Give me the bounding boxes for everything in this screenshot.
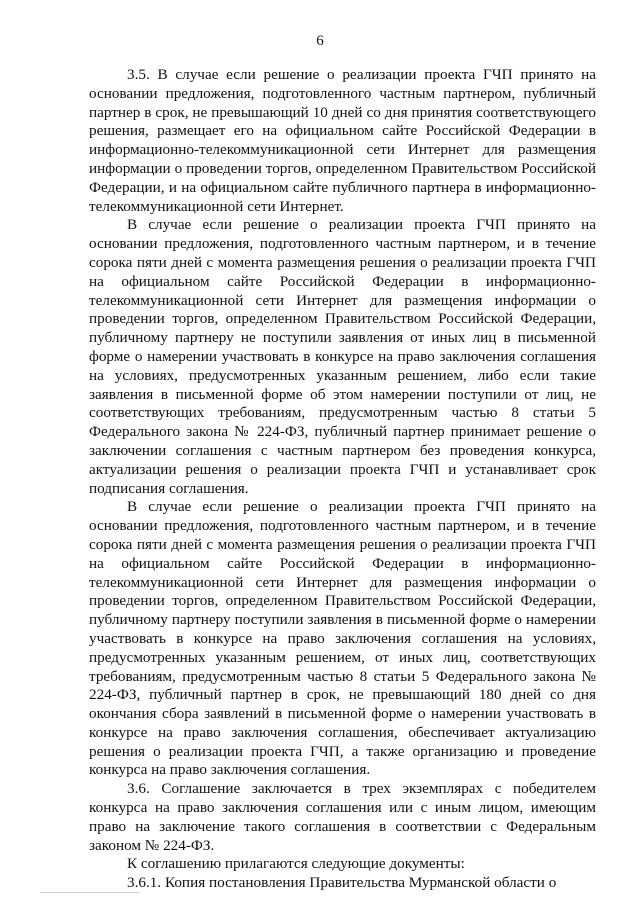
paragraph-no-applications: В случае если решение о реализации проекта ГЧП принято на основании предложения, подготовленного частным партнером, и в течение сорока пяти дней с момента размещения решения о реализации проекта ГЧП на официальном сайте Российской Федерации в информационно-телекоммуникационной сети Интернет для размещения информации о проведении торгов, определенном Правительством Российской Федерации, публичному партнеру не поступили заявления от иных лиц в письменной форме о намерении участвовать в конкурсе на право заключения соглашения на условиях, предусмотренных указанным решением, либо если такие заявления в письменной форме об этом намерении поступили от лиц, не соответствующих требованиям, предусмотренным частью 8 статьи 5 Федерального закона № 224-ФЗ, публичный партнер принимает решение о заключении соглашения с частным партнером без проведения конкурса, актуализации решения о реализации проекта ГЧП и устанавливает срок подписания соглашения. [89,216,596,497]
document-body [89,66,596,893]
page-number: 6 [316,33,324,49]
footer-divider [40,892,140,893]
paragraph-3-6: 3.6. Соглашение заключается в трех экземплярах с победителем конкурса на право заключения соглашения или с иным лицом, имеющим право на заключение такого соглашения в соответствии с Федеральным законом № 224-ФЗ. [89,780,596,854]
paragraph-applications-received: В случае если решение о реализации проекта ГЧП принято на основании предложения, подготовленного частным партнером, и в течение сорока пяти дней с момента размещения решения о реализации проекта ГЧП на официальном сайте Российской Федерации в информационно-телекоммуникационной сети Интернет для размещения информации о проведении торгов, определенном Правительством Российской Федерации, публичному партнеру поступили заявления в письменной форме о намерении участвовать в конкурсе на право заключения соглашения на условиях, предусмотренных указанным решением, от иных лиц, соответствующих требованиям, предусмотренным частью 8 статьи 5 Федерального закона № 224-ФЗ, публичный партнер в срок, не превышающий 180 дней со дня окончания сбора заявлений в письменной форме о намерении участвовать в конкурсе на право заключения соглашения, обеспечивает актуализацию решения о реализации проекта ГЧП, а также организацию и проведение конкурса на право заключения соглашения. [89,498,596,779]
paragraph-3-5: 3.5. В случае если решение о реализации проекта ГЧП принято на основании предложения, подготовленного частным партнером, публичный партнер в срок, не превышающий 10 дней со дня принятия соответствующего решения, размещает его на официальном сайте Российской Федерации в информационно-телекоммуникационной сети Интернет для размещения информации о проведении торгов, определенном Правительством Российской Федерации, и на официальном сайте публичного партнера в информационно-телекоммуникационной сети Интернет. [89,66,596,215]
paragraph-attachments-intro: К соглашению прилагаются следующие документы: [127,855,465,873]
paragraph-3-6-1: 3.6.1. Копия постановления Правительства Мурманской области о [127,874,557,892]
